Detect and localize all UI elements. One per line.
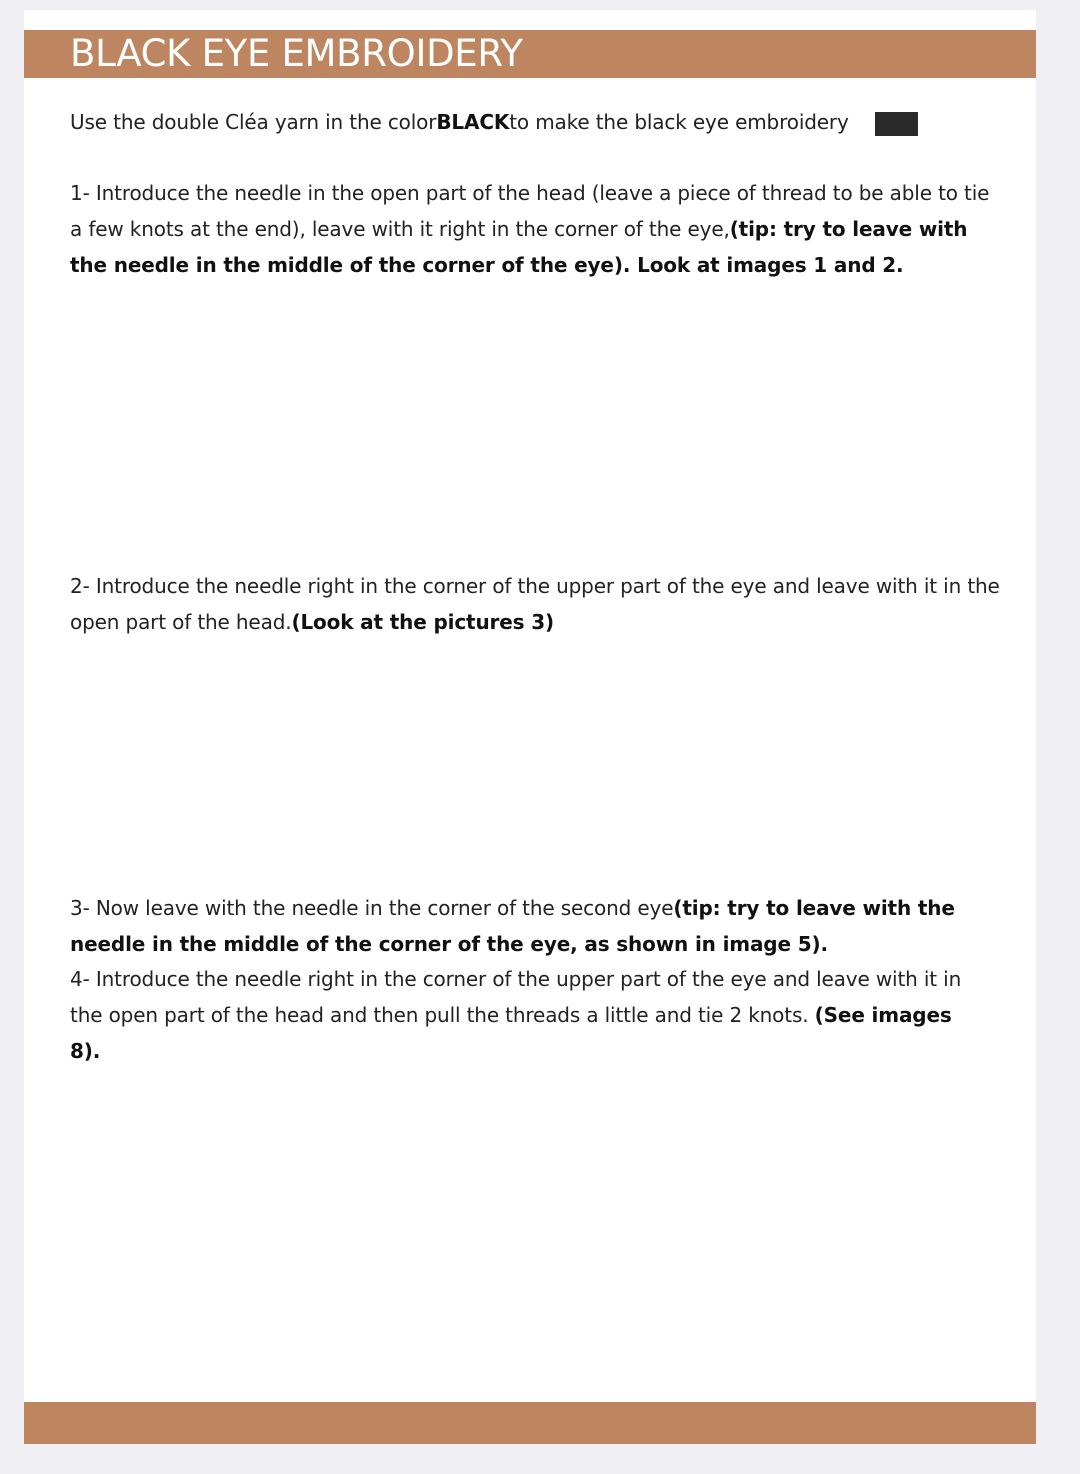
step-2-text: 2- Introduce the needle right in the corner of the upper part of the eye and leave with it in the open part of the head. <box>70 574 1000 634</box>
step-2-paragraph <box>70 568 1000 640</box>
step-3-text: 3- Now leave with the needle in the corner of the second eye <box>70 896 674 920</box>
black-color-swatch <box>875 112 918 136</box>
intro-text-2: to make the black eye embroidery <box>509 110 849 134</box>
step-4-text: 4- Introduce the needle right in the corner of the upper part of the eye and leave with it in the open part of the head and then pull the threads a little and tie 2 knots. <box>70 967 962 1027</box>
footer-bar <box>24 1402 1036 1444</box>
intro-color-name: BLACK <box>436 110 510 134</box>
step-4-tip: (See images 8). <box>70 1003 952 1063</box>
page-title: BLACK EYE EMBROIDERY <box>70 32 523 75</box>
intro-text-1: Use the double Cléa yarn in the color <box>70 110 437 134</box>
step-2-tip: (Look at the pictures 3) <box>291 610 555 634</box>
step-1-tip: (tip: try to leave with the needle in the middle of the corner of the eye). Look at images 1 and 2. <box>70 217 968 277</box>
step-1-paragraph <box>70 175 1000 283</box>
intro-paragraph <box>70 104 1000 140</box>
title-bar <box>24 30 1036 78</box>
step-4-paragraph <box>70 961 970 1069</box>
step-3-tip: (tip: try to leave with the needle in the middle of the corner of the eye, as shown in image 5). <box>70 896 955 956</box>
document-page <box>24 10 1036 1444</box>
step-1-text: 1- Introduce the needle in the open part of the head (leave a piece of thread to be able to tie a few knots at the end), leave with it right in the corner of the eye, <box>70 181 990 241</box>
step-3-paragraph <box>70 890 1000 962</box>
